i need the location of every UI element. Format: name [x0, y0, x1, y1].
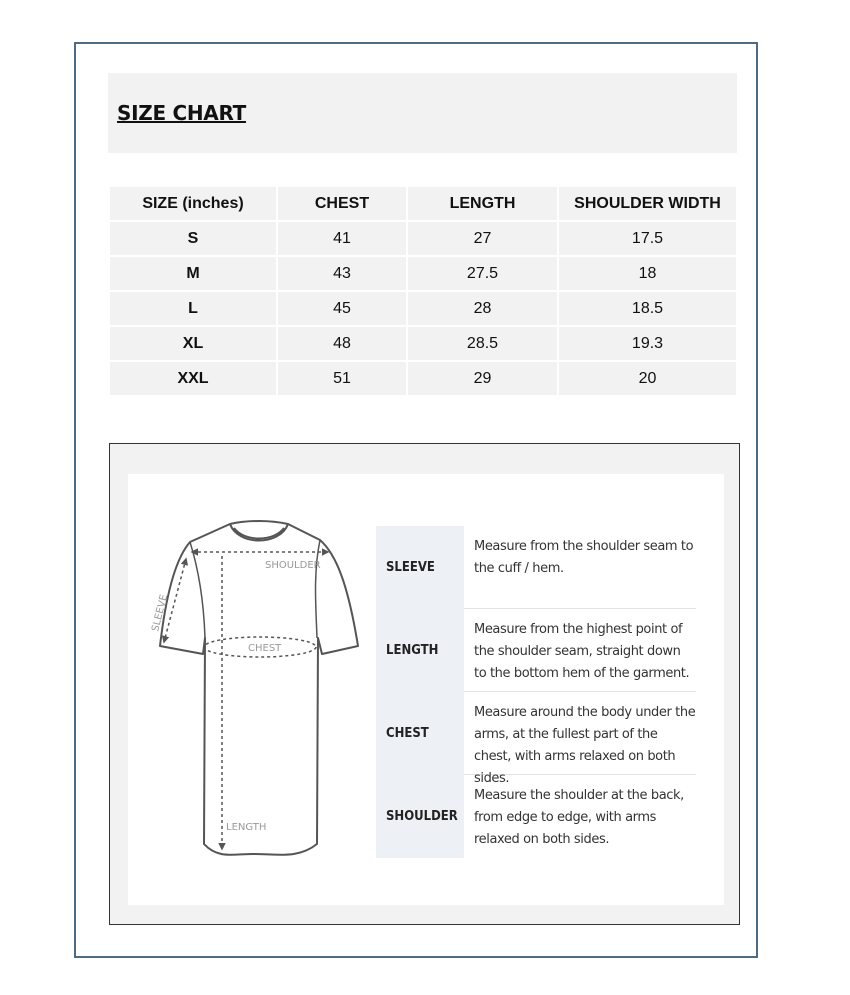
- cell-length: 28: [408, 292, 557, 325]
- definition-row-chest: [376, 692, 696, 786]
- cell-shoulder: 19.3: [559, 327, 736, 360]
- cell-shoulder: 18.5: [559, 292, 736, 325]
- measurement-guide: [109, 443, 740, 925]
- header-shoulder-width: SHOULDER WIDTH: [559, 187, 736, 220]
- table-row: [110, 327, 736, 360]
- cell-shoulder: 17.5: [559, 222, 736, 255]
- cell-shoulder: 18: [559, 257, 736, 290]
- shoulder-label: SHOULDER: [265, 560, 321, 571]
- cell-size: S: [110, 222, 276, 255]
- definition-text: Measure the shoulder at the back, from edge to edge, with arms relaxed on both sides.: [474, 788, 684, 847]
- cell-shoulder: 20: [559, 362, 736, 395]
- cell-length: 27.5: [408, 257, 557, 290]
- table-row: [110, 257, 736, 290]
- definition-row-shoulder: [376, 775, 696, 858]
- measurement-definitions: [376, 526, 696, 858]
- length-label: LENGTH: [226, 822, 267, 833]
- cell-size: XXL: [110, 362, 276, 395]
- cell-length: 28.5: [408, 327, 557, 360]
- cell-chest: 51: [278, 362, 406, 395]
- cell-chest: 45: [278, 292, 406, 325]
- cell-chest: 48: [278, 327, 406, 360]
- header-size: SIZE (inches): [110, 187, 276, 220]
- tshirt-diagram: [148, 514, 363, 859]
- chest-label: CHEST: [248, 643, 282, 654]
- title-band: [108, 73, 737, 153]
- definition-row-length: [376, 609, 696, 692]
- cell-size: L: [110, 292, 276, 325]
- page-title: SIZE CHART: [117, 101, 247, 125]
- definition-text: Measure from the shoulder seam to the cuff / hem.: [464, 526, 696, 609]
- definition-text: Measure from the highest point of the shoulder seam, straight down to the bottom hem of the garment.: [464, 609, 696, 692]
- table-row: [110, 292, 736, 325]
- table-row: [110, 222, 736, 255]
- cell-chest: 41: [278, 222, 406, 255]
- cell-length: 29: [408, 362, 557, 395]
- cell-size: M: [110, 257, 276, 290]
- header-chest: CHEST: [278, 187, 406, 220]
- sleeve-label: SLEEVE: [150, 593, 171, 633]
- definition-row-sleeve: [376, 526, 696, 609]
- table-header-row: [110, 187, 736, 220]
- cell-chest: 43: [278, 257, 406, 290]
- cell-length: 27: [408, 222, 557, 255]
- size-table: [108, 185, 738, 397]
- definition-term: SLEEVE: [376, 526, 464, 609]
- measurement-lines: [164, 552, 328, 849]
- table-row: [110, 362, 736, 395]
- definition-text: Measure around the body under the arms, at the fullest part of the chest, with arms relaxed on both sides.: [464, 692, 696, 775]
- cell-size: XL: [110, 327, 276, 360]
- definition-term: SHOULDER: [376, 775, 464, 858]
- guide-panel: [128, 474, 724, 905]
- definition-term: CHEST: [376, 692, 464, 775]
- definition-term: LENGTH: [376, 609, 464, 692]
- tshirt-outline: [160, 521, 358, 855]
- header-length: LENGTH: [408, 187, 557, 220]
